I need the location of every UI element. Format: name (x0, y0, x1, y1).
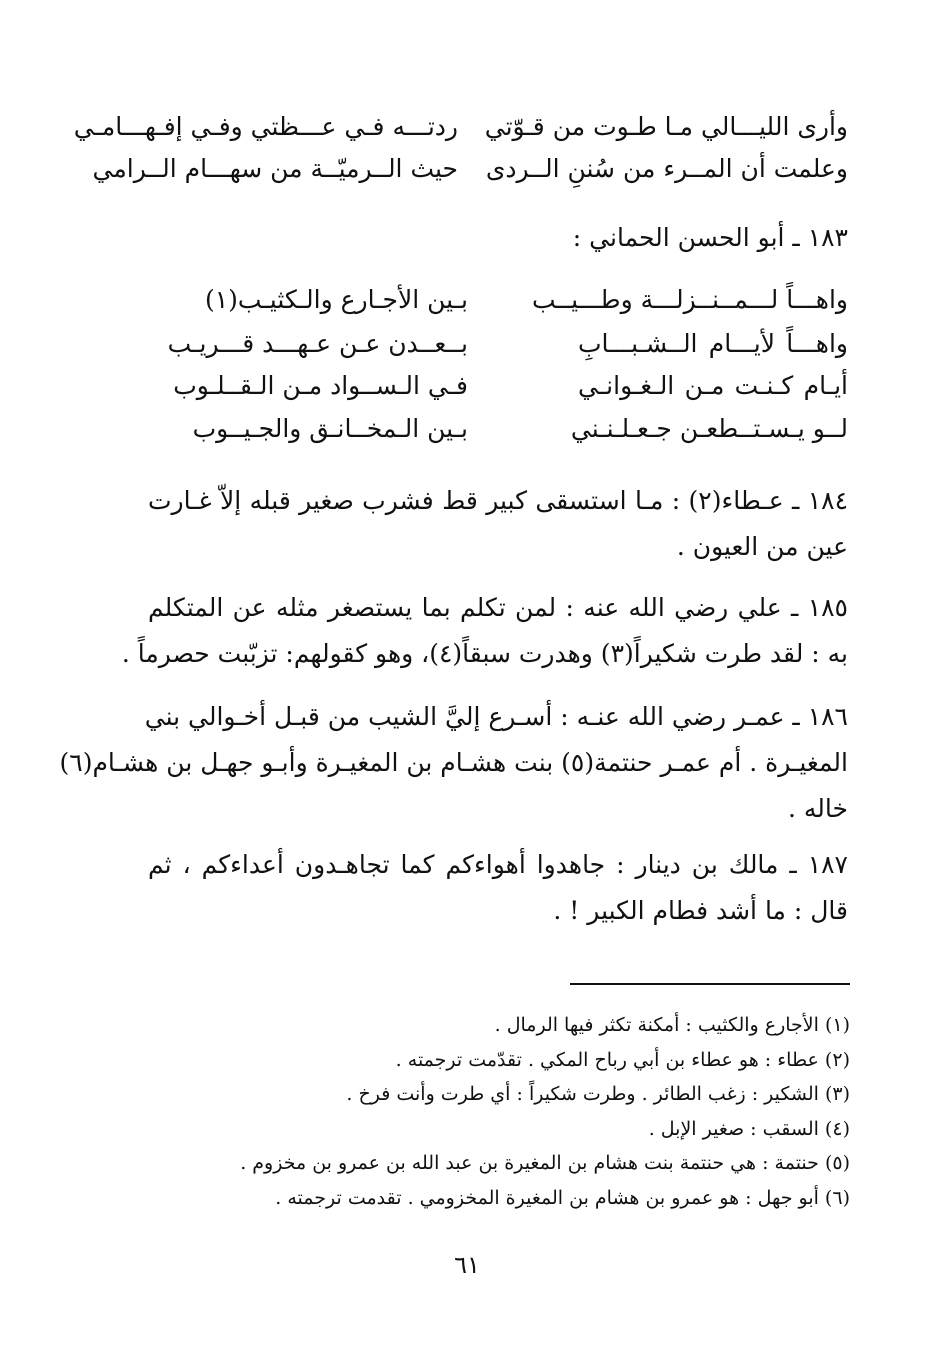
verse-line (148, 407, 848, 451)
footnotes (150, 1008, 850, 1215)
verse-line (73, 105, 848, 149)
paragraph-line: ١٨٦ ـ عمـر رضي الله عنـه : أسـرع إليَّ الشيب من قبـل أخـوالي بني (144, 702, 848, 731)
footnote: (٣) الشكير : زغب الطائر . وطرت شكيراً : أي طرت وأنت فرخ . (346, 1083, 850, 1105)
footnote: (١) الأجارع والكثيب : أمكنة تكثر فيها الرمال . (494, 1014, 850, 1036)
paragraph-line: به : لقد طرت شكيراً(٣) وهدرت سبقاً(٤)، وهو كقولهم: تزبّبت حصرماً . (121, 639, 848, 668)
paragraph-line: ١٨٧ ـ مالك بن دينار : جاهدوا أهواءكم كما تجاهـدون أعداءكم ، ثم (148, 850, 848, 879)
verse-first-hemistich: واهـــاً لـــمــنــزلـــة وطـــيــب (531, 285, 848, 314)
page-number: ٦١ (454, 1251, 480, 1279)
verse-first-hemistich: واهـــاً لأيـــام الــشـبـــابِ (578, 329, 848, 358)
verse-first-hemistich: لــو يـسـتــطعـن جـعـلـنـني (570, 414, 848, 443)
paragraph-line: خاله . (788, 794, 848, 823)
verse-first-hemistich: أيـام كـنـت مـن الـغـوانـي (578, 371, 848, 400)
entry-187 (148, 842, 848, 934)
verse-first-hemistich: وعلمت أن المــرء من سُننِ الــردى (485, 154, 848, 183)
paragraph-line: قال : ما أشد فطام الكبير ! . (553, 896, 848, 925)
footnote-divider (570, 983, 850, 985)
verse-second-hemistich: حيث الــرميّــة من سهـــام الــرامي (92, 154, 458, 183)
verse-second-hemistich: بـين الـمخــانـق والجـيــوب (192, 414, 468, 443)
paragraph-line: عين من العيون . (676, 532, 848, 561)
entry-184 (148, 478, 848, 570)
verse-second-hemistich: بـين الأجـارع والـكثيـب(١) (204, 285, 468, 314)
verse-first-hemistich: وأرى الليـــالي مـا طـوت من قـوّتي (484, 112, 848, 141)
verse-line (148, 278, 848, 322)
footnote: (٦) أبو جهل : هو عمرو بن هشام بن المغيرة المخزومي . تقدمت ترجمته . (275, 1186, 850, 1209)
verse-line (148, 322, 848, 366)
entry-183-heading: ١٨٣ ـ أبو الحسن الحماني : (572, 223, 848, 252)
entry-186 (59, 694, 848, 832)
paragraph-line: ١٨٥ ـ علي رضي الله عنه : لمن تكلم بما يستصغر مثله عن المتكلم (148, 593, 848, 622)
verse-second-hemistich: ردتـــه فـي عـــظتي وفـي إفـهـــامـي (73, 112, 458, 141)
verse-second-hemistich: فـي الـســواد مـن الـقــلـوب (173, 371, 468, 400)
paragraph-line: ١٨٤ ـ عـطاء(٢) : مـا استسقى كبير قط فشرب صغير قبله إلاّ غـارت (148, 486, 849, 515)
entry-185 (121, 585, 848, 677)
verse-line (92, 147, 848, 191)
verse-second-hemistich: بــعــدن عـن عـهـــد قـــريـب (167, 329, 468, 358)
footnote: (٤) السقب : صغير الإبل . (648, 1117, 850, 1140)
verse-line (148, 364, 848, 408)
paragraph-line: المغيـرة . أم عمـر حنتمة(٥) بنت هشـام بن المغيـرة وأبـو جهـل بن هشـام(٦) (59, 748, 848, 777)
footnote: (٥) حنتمة : هي حنتمة بنت هشام بن المغيرة بن عبد الله بن عمرو بن مخزوم . (240, 1152, 850, 1174)
footnote: (٢) عطاء : هو عطاء بن أبي رباح المكي . تقدّمت ترجمته . (395, 1048, 850, 1071)
